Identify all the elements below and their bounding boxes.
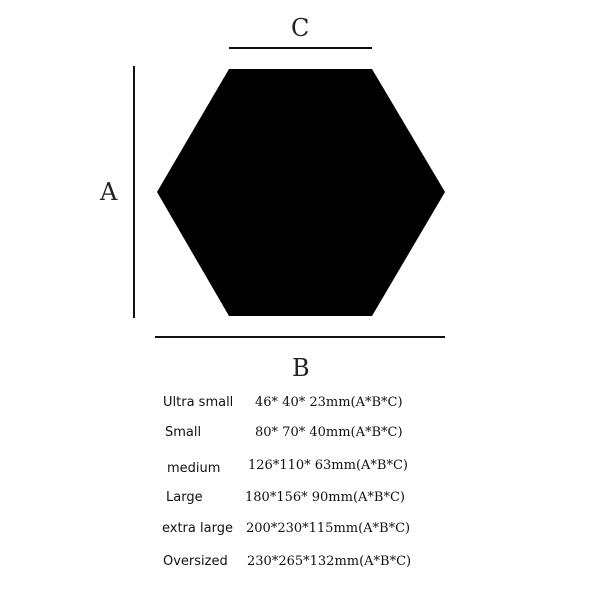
dimension-label-b: B [292,354,310,382]
size-name: Small [165,425,202,440]
size-row-ultra-small [163,395,463,415]
size-name: Oversized [163,554,228,569]
size-name: Ultra small [163,395,234,410]
dimension-line-b [155,336,445,338]
size-row-medium [167,458,467,481]
size-name: Large [166,490,203,505]
hexagon-shape [157,69,445,316]
dimension-label-c: C [291,14,310,42]
size-row-extra-large [162,521,462,541]
size-row-oversized [163,554,463,574]
size-dimensions: 46* 40* 23mm(A*B*C) [255,395,403,410]
size-row-large [166,490,466,510]
size-dimensions: 230*265*132mm(A*B*C) [247,554,412,569]
size-name: medium [167,461,221,476]
size-dimensions: 126*110* 63mm(A*B*C) [248,458,408,473]
size-dimensions: 200*230*115mm(A*B*C) [246,521,411,536]
size-row-small [165,425,465,445]
dimension-label-a: A [100,178,118,206]
size-dimensions: 80* 70* 40mm(A*B*C) [255,425,403,440]
size-dimensions: 180*156* 90mm(A*B*C) [245,490,405,505]
size-name: extra large [162,521,233,536]
